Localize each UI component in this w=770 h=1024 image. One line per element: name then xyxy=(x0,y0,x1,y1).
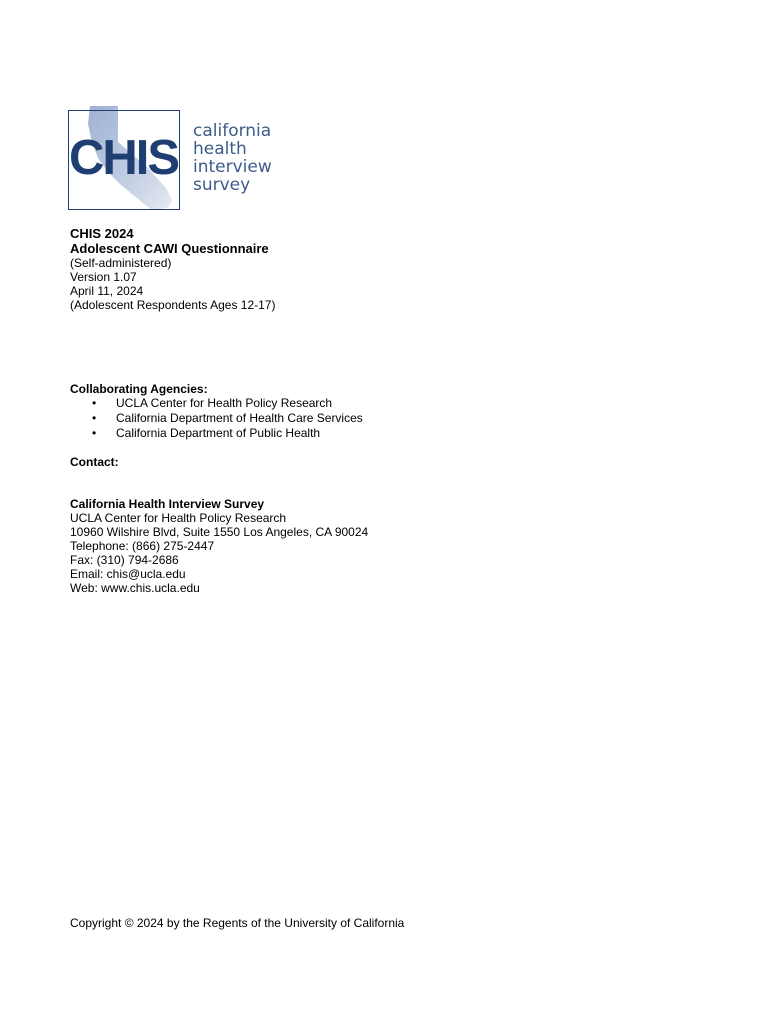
date-line: April 11, 2024 xyxy=(70,284,144,298)
copyright-notice: Copyright © 2024 by the Regents of the University of California xyxy=(70,916,405,930)
list-item xyxy=(70,411,730,426)
logo-word: interview xyxy=(193,157,272,177)
meta-line: (Adolescent Respondents Ages 12-17) xyxy=(70,298,276,312)
agencies-heading: Collaborating Agencies: xyxy=(70,382,208,396)
contact-email: Email: chis@ucla.edu xyxy=(70,567,186,581)
logo-word: survey xyxy=(193,175,251,195)
list-item xyxy=(70,396,730,411)
contact-fax: Fax: (310) 794-2686 xyxy=(70,553,179,567)
contact-address: 10960 Wilshire Blvd, Suite 1550 Los Angeles, CA 90024 xyxy=(70,525,369,539)
contact-heading: Contact: xyxy=(70,455,119,469)
agency-name: UCLA Center for Health Policy Research xyxy=(116,396,333,410)
title-block xyxy=(70,226,730,312)
contact-web: Web: www.chis.ucla.edu xyxy=(70,581,200,595)
version-line: Version 1.07 xyxy=(70,270,137,284)
contact-telephone: Telephone: (866) 275-2447 xyxy=(70,539,215,553)
agency-name: California Department of Public Health xyxy=(116,426,321,440)
contact-line: UCLA Center for Health Policy Research xyxy=(70,511,287,525)
bullet-icon: • xyxy=(92,426,97,440)
document-subtitle: Adolescent CAWI Questionnaire xyxy=(70,241,269,256)
logo-word: health xyxy=(193,139,247,159)
meta-line: (Self-administered) xyxy=(70,256,172,270)
list-item xyxy=(70,426,730,441)
collaborating-agencies xyxy=(70,382,730,441)
contact-org-name: California Health Interview Survey xyxy=(70,497,265,511)
bullet-icon: • xyxy=(92,411,97,425)
chis-logo xyxy=(68,104,280,212)
bullet-icon: • xyxy=(92,396,97,410)
document-title: CHIS 2024 xyxy=(70,226,134,241)
logo-acronym: CHIS xyxy=(69,131,179,185)
agency-name: California Department of Health Care Services xyxy=(116,411,363,425)
agency-list xyxy=(70,396,730,441)
logo-wordmark xyxy=(193,122,272,194)
logo-word: california xyxy=(193,121,272,141)
contact-details xyxy=(70,497,730,595)
contact-heading-block xyxy=(70,455,730,469)
